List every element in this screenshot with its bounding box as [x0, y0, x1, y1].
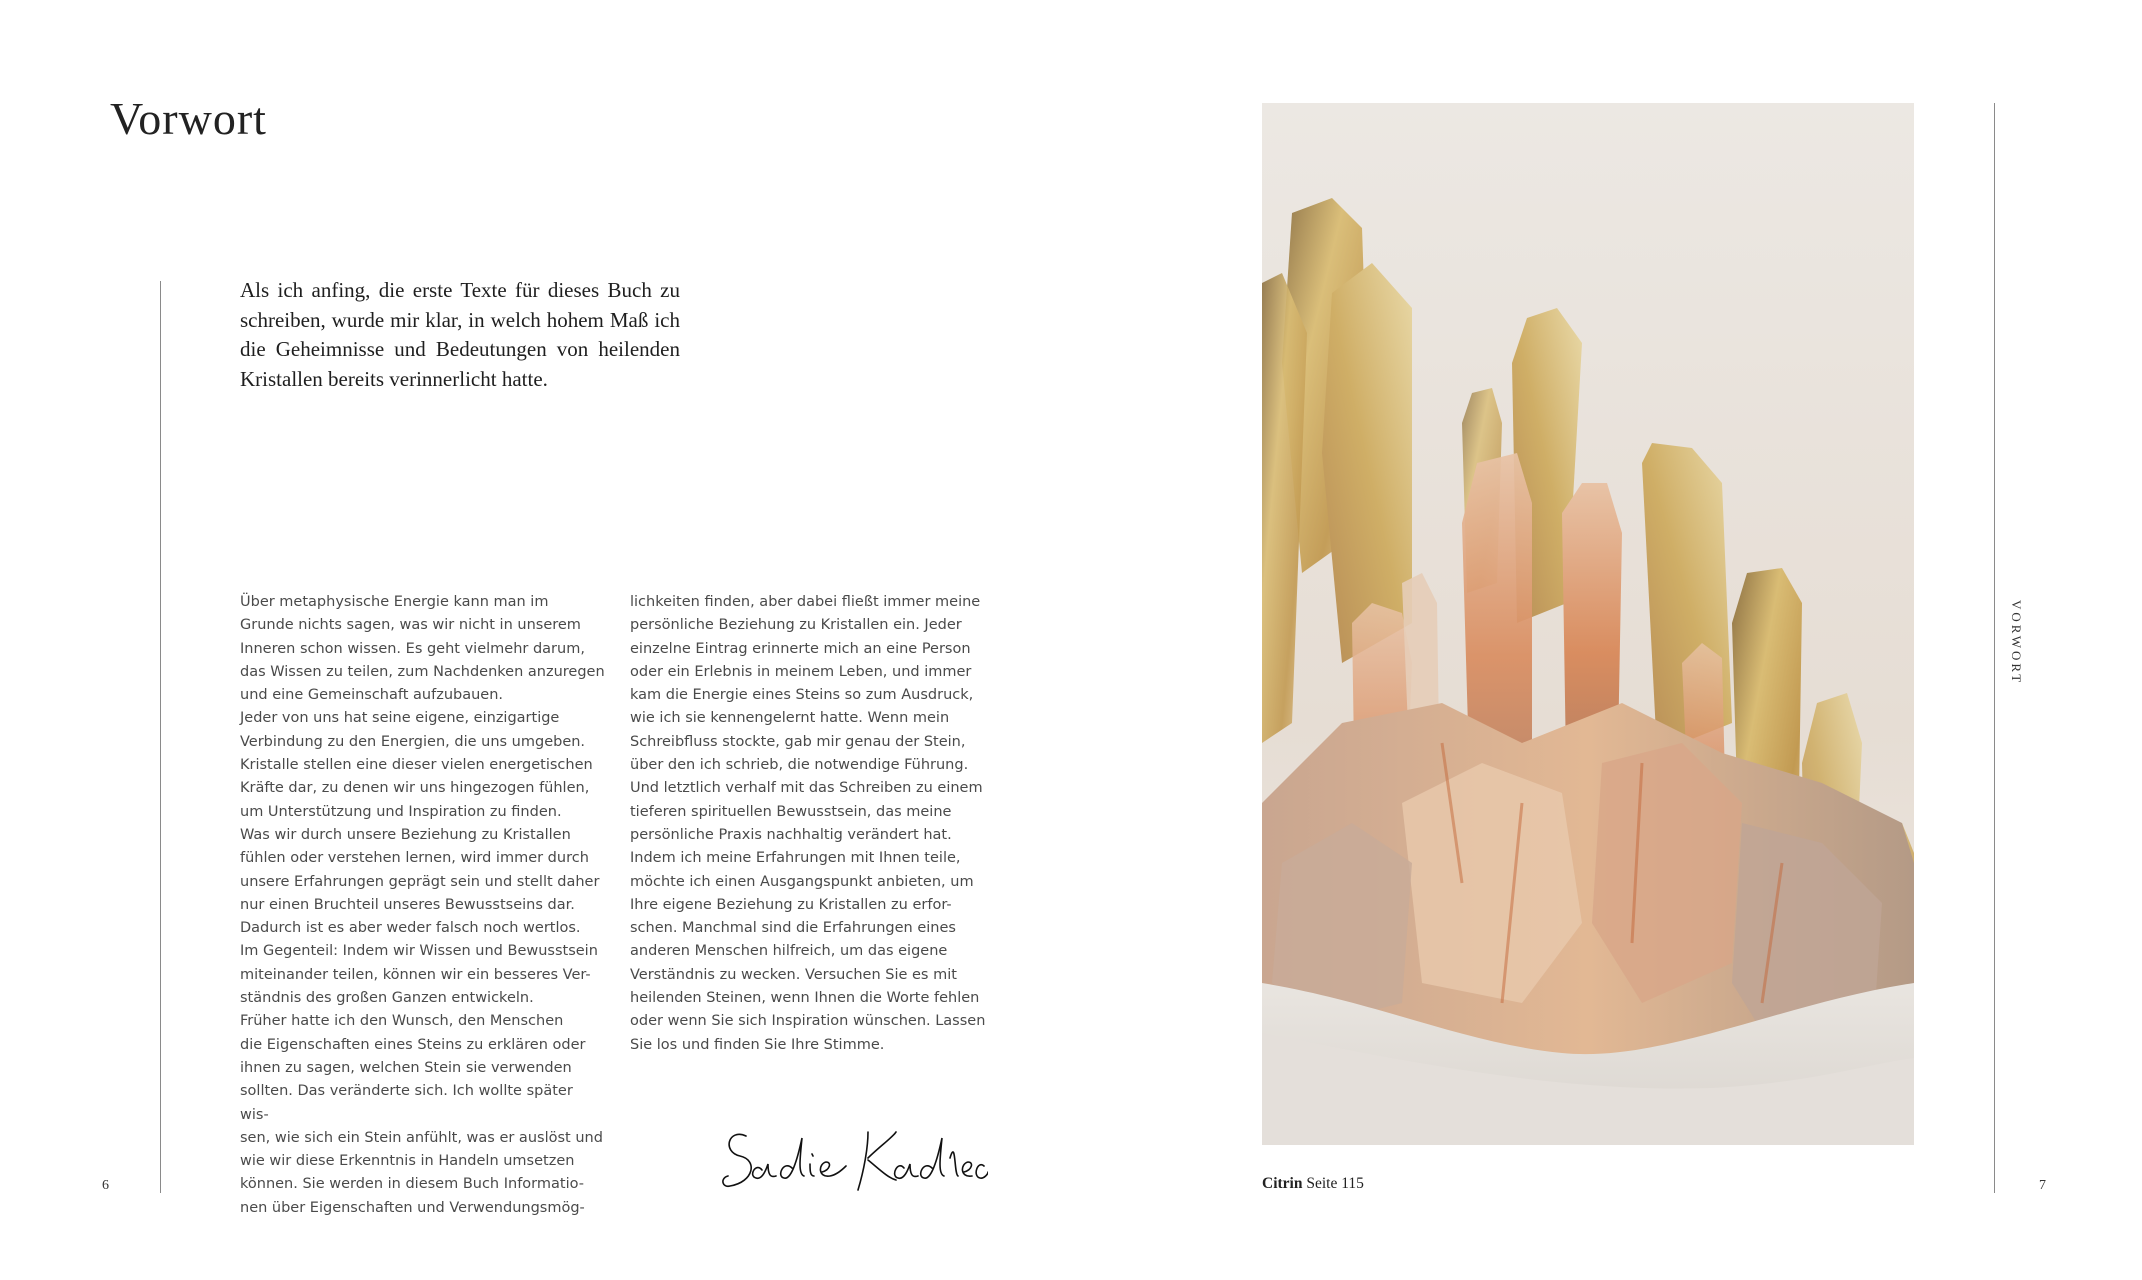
author-signature [718, 1118, 988, 1198]
caption-page-reference: Seite 115 [1302, 1175, 1364, 1192]
page-number-right: 7 [2039, 1178, 2046, 1193]
body-column-1: Über metaphysische Energie kann man im Grunde nichts sagen, was wir nicht in unserem Inneren schon wissen. Es geht vielmehr darum, das Wissen zu teilen, zum Nachdenken anzuregen und eine Gemeinschaft aufzubauen. Jeder von uns hat seine eigene, einzigartige Verbindung zu den Energien, die uns umgeben. Kristalle stellen eine dieser vielen energetischen Kräfte dar, zu denen wir uns hingezogen fühlen, um Unterstützung und Inspiration zu finden. Was wir durch unsere Beziehung zu Kristallen fühlen oder verstehen lernen, wird immer durch unsere Erfahrungen geprägt sein und stellt daher nur einen Bruchteil unseres Bewusstseins dar. Dadurch ist es aber weder falsch noch wertlos. Im Gegenteil: Indem wir Wissen und Bewusstsein miteinander teilen, können wir ein besseres Ver- ständnis des großen Ganzen entwickeln. Früher hatte ich den Wunsch, den Menschen die Eigenschaften eines Steins zu erklären oder ihnen zu sagen, welchen Stein sie verwenden sollten. Das veränderte sich. Ich wollte später wis- sen, wie sich ein Stein anfühlt, was er auslöst und wie wir diese Erkenntnis in Handeln umsetzen können. Sie werden in diesem Buch Informatio- nen über Eigenschaften und Verwendungsmög- [240, 594, 605, 1216]
page-title: Vorwort [110, 93, 267, 144]
body-column-2: lichkeiten finden, aber dabei fließt immer meine persönliche Beziehung zu Kristallen ein. Jeder einzelne Eintrag erinnerte mich an eine Person oder ein Erlebnis in meinem Leben, und immer kam die Energie eines Steins so zum Ausdruck, wie ich sie kennengelernt hatte. Wenn mein Schreibfluss stockte, gab mir genau der Stein, über den ich schrieb, die notwendige Führung. Und letztlich verhalf mit das Schreiben zu einem tieferen spirituellen Bewusstsein, das meine persönliche Praxis nachhaltig verändert hat. Indem ich meine Erfahrungen mit Ihnen teile, möchte ich einen Ausgangspunkt anbieten, um Ihre eigene Beziehung zu Kristallen zu erfor- schen. Manchmal sind die Erfahrungen eines anderen Menschen hilfreich, um das eigene Verständnis zu wecken. Versuchen Sie es mit heilenden Steinen, wenn Ihnen die Worte fehlen oder wenn Sie sich Inspiration wünschen. Lassen Sie los und finden Sie Ihre Stimme. [630, 594, 986, 1053]
vertical-rule-left [160, 281, 161, 1193]
intro-paragraph: Als ich anfing, die erste Texte für dieses Buch zu schreiben, wurde mir klar, in welch hohem Maß ich die Geheimnisse und Bedeutungen von heilenden Kristallen bereits verinnerlicht hatte. [240, 278, 680, 391]
photo-caption [1262, 1175, 1364, 1193]
crystal-photo [1262, 103, 1914, 1145]
caption-stone-name: Citrin [1262, 1175, 1303, 1192]
vertical-rule-right [1994, 103, 1995, 1193]
page-number-left: 6 [102, 1178, 109, 1193]
running-head: VORWORT [2009, 600, 2024, 686]
